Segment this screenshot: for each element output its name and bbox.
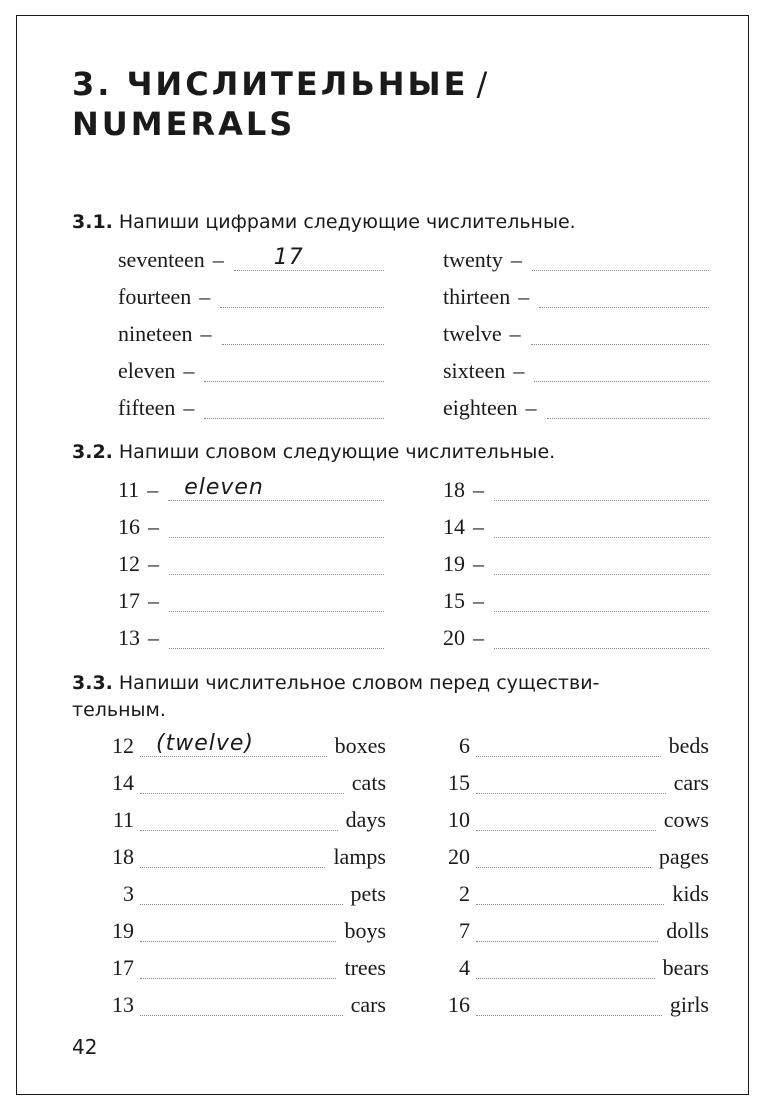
dash: –	[510, 247, 522, 272]
noun-exercise-row	[96, 918, 386, 944]
answer-line[interactable]	[476, 958, 655, 979]
noun-exercise-row	[96, 992, 386, 1018]
number-word: eighteen	[443, 395, 518, 420]
number-digit: 3	[123, 881, 134, 906]
answer-line[interactable]	[547, 398, 709, 419]
dash: –	[473, 588, 484, 613]
exercise-row	[118, 551, 384, 577]
number-word: fourteen	[118, 284, 192, 309]
answer-line[interactable]	[140, 773, 344, 794]
noun: kids	[672, 881, 709, 906]
dash: –	[473, 551, 484, 576]
number-word: eleven	[118, 358, 176, 383]
answer-line[interactable]	[204, 398, 384, 419]
noun: pages	[658, 844, 709, 869]
answer-line[interactable]	[476, 921, 658, 942]
dash: –	[199, 284, 211, 309]
noun-exercise-row	[432, 955, 709, 981]
noun: cats	[351, 770, 386, 795]
number-digit: 18	[112, 844, 134, 869]
answer-line[interactable]	[140, 810, 338, 831]
number-word: twenty	[443, 247, 503, 272]
noun: dolls	[666, 918, 709, 943]
exercise-row	[118, 284, 384, 310]
answer-line[interactable]	[476, 995, 662, 1016]
noun: cars	[350, 992, 386, 1017]
dash: –	[147, 477, 159, 502]
exercise-row	[443, 395, 709, 421]
answer-line[interactable]	[476, 884, 664, 905]
answer-line[interactable]	[494, 480, 709, 501]
dash: –	[148, 588, 159, 613]
noun: boys	[344, 918, 386, 943]
number-digit: 15	[443, 588, 465, 613]
answer-line[interactable]	[534, 361, 709, 382]
dash: –	[212, 247, 224, 272]
noun: pets	[350, 881, 386, 906]
answer-line[interactable]	[532, 250, 709, 271]
noun-exercise-row	[96, 955, 386, 981]
number-digit: 16	[118, 514, 140, 539]
noun-exercise-row	[432, 992, 709, 1018]
noun: trees	[344, 955, 386, 980]
task-instruction: Напиши цифрами следующие числительные.	[118, 211, 576, 233]
exercise-row	[443, 321, 709, 347]
dash: –	[148, 514, 159, 539]
number-digit: 13	[118, 625, 140, 650]
answer-line[interactable]	[140, 995, 343, 1016]
task-3-3-heading	[72, 670, 712, 724]
exercise-row	[118, 588, 384, 614]
noun-exercise-row	[432, 733, 709, 759]
exercise-row	[118, 395, 384, 421]
number-digit: 12	[118, 551, 140, 576]
number-digit: 14	[443, 514, 465, 539]
noun-exercise-row	[96, 881, 386, 907]
noun: cows	[663, 807, 709, 832]
page-number: 42	[72, 1035, 98, 1059]
noun-exercise-row	[432, 881, 709, 907]
exercise-row	[443, 477, 709, 503]
noun-exercise-row	[96, 733, 386, 759]
answer-line[interactable]	[169, 554, 384, 575]
answer-line[interactable]	[476, 847, 651, 868]
task-instruction-continued: тельным.	[72, 699, 166, 721]
exercise-row	[118, 477, 384, 503]
number-digit: 16	[448, 992, 470, 1017]
handwritten-answer: 17	[273, 245, 304, 270]
number-digit: 20	[443, 625, 465, 650]
answer-line[interactable]	[140, 921, 336, 942]
number-digit: 6	[459, 733, 470, 758]
answer-line[interactable]	[476, 810, 656, 831]
answer-line[interactable]	[140, 731, 327, 757]
dash: –	[518, 284, 530, 309]
exercise-row	[443, 625, 709, 651]
title-english: NUMERALS	[72, 105, 296, 143]
exercise-row	[118, 321, 384, 347]
exercise-row	[443, 247, 709, 273]
task-instruction: Напиши числительное словом перед существи-	[118, 672, 600, 694]
task-number: 3.3.	[72, 672, 113, 694]
answer-line[interactable]	[494, 591, 709, 612]
number-digit: 18	[443, 477, 465, 502]
noun-exercise-row	[96, 844, 386, 870]
dash: –	[525, 395, 537, 420]
number-digit: 11	[118, 477, 140, 502]
handwritten-answer: (twelve)	[156, 731, 254, 756]
number-digit: 14	[112, 770, 134, 795]
number-digit: 2	[459, 881, 470, 906]
number-digit: 19	[443, 551, 465, 576]
number-word: thirteen	[443, 284, 511, 309]
exercise-row	[118, 514, 384, 540]
answer-line[interactable]	[494, 554, 709, 575]
noun-exercise-row	[432, 844, 709, 870]
dash: –	[183, 395, 195, 420]
page-title	[72, 64, 490, 144]
noun-exercise-row	[96, 807, 386, 833]
dash: –	[513, 358, 525, 383]
exercise-row	[443, 551, 709, 577]
number-word: fifteen	[118, 395, 176, 420]
number-word: nineteen	[118, 321, 193, 346]
task-instruction: Напиши словом следующие числительные.	[118, 441, 556, 463]
noun-exercise-row	[96, 770, 386, 796]
exercise-row	[443, 358, 709, 384]
exercise-row	[118, 358, 384, 384]
noun: cars	[673, 770, 709, 795]
task-number: 3.1.	[72, 211, 113, 233]
number-word: seventeen	[118, 247, 205, 272]
dash: –	[473, 625, 484, 650]
answer-line[interactable]	[494, 517, 709, 538]
exercise-row	[118, 625, 384, 651]
title-russian: 3. ЧИСЛИТЕЛЬНЫЕ	[72, 65, 469, 103]
answer-line[interactable]	[169, 628, 384, 649]
dash: –	[509, 321, 521, 346]
answer-line[interactable]	[220, 287, 384, 308]
dash: –	[473, 477, 484, 502]
dash: –	[473, 514, 484, 539]
noun: beds	[668, 733, 709, 758]
dash: –	[200, 321, 212, 346]
title-separator: /	[476, 65, 491, 103]
number-word: twelve	[443, 321, 502, 346]
noun: bears	[662, 955, 709, 980]
answer-line[interactable]	[494, 628, 709, 649]
number-digit: 7	[459, 918, 470, 943]
answer-line[interactable]	[169, 591, 384, 612]
number-digit: 19	[112, 918, 134, 943]
task-3-1-heading	[72, 209, 712, 236]
number-word: sixteen	[443, 358, 506, 383]
noun: boxes	[334, 733, 386, 758]
answer-line[interactable]	[234, 245, 384, 271]
exercise-row	[118, 247, 384, 273]
number-digit: 13	[112, 992, 134, 1017]
answer-line[interactable]	[539, 287, 709, 308]
answer-line[interactable]	[476, 736, 661, 757]
noun: girls	[669, 992, 709, 1017]
noun-exercise-row	[432, 807, 709, 833]
noun-exercise-row	[432, 770, 709, 796]
answer-line[interactable]	[140, 847, 325, 868]
noun: lamps	[333, 844, 386, 869]
number-digit: 17	[118, 588, 140, 613]
exercise-row	[443, 588, 709, 614]
number-digit: 12	[112, 733, 134, 758]
exercise-row	[443, 514, 709, 540]
answer-line[interactable]	[169, 517, 384, 538]
number-digit: 15	[448, 770, 470, 795]
dash: –	[183, 358, 195, 383]
task-3-2-heading	[72, 439, 712, 466]
answer-line[interactable]	[140, 958, 336, 979]
number-digit: 4	[459, 955, 470, 980]
number-digit: 10	[448, 807, 470, 832]
answer-line[interactable]	[140, 884, 343, 905]
noun-exercise-row	[432, 918, 709, 944]
number-digit: 11	[112, 807, 134, 832]
handwritten-answer: eleven	[184, 475, 264, 500]
exercise-row	[443, 284, 709, 310]
task-number: 3.2.	[72, 441, 113, 463]
noun: days	[345, 807, 386, 832]
answer-line[interactable]	[222, 324, 384, 345]
answer-line[interactable]	[476, 773, 666, 794]
answer-line[interactable]	[204, 361, 384, 382]
answer-line[interactable]	[168, 475, 384, 501]
number-digit: 17	[112, 955, 134, 980]
dash: –	[148, 625, 159, 650]
answer-line[interactable]	[531, 324, 709, 345]
dash: –	[148, 551, 159, 576]
number-digit: 20	[448, 844, 470, 869]
